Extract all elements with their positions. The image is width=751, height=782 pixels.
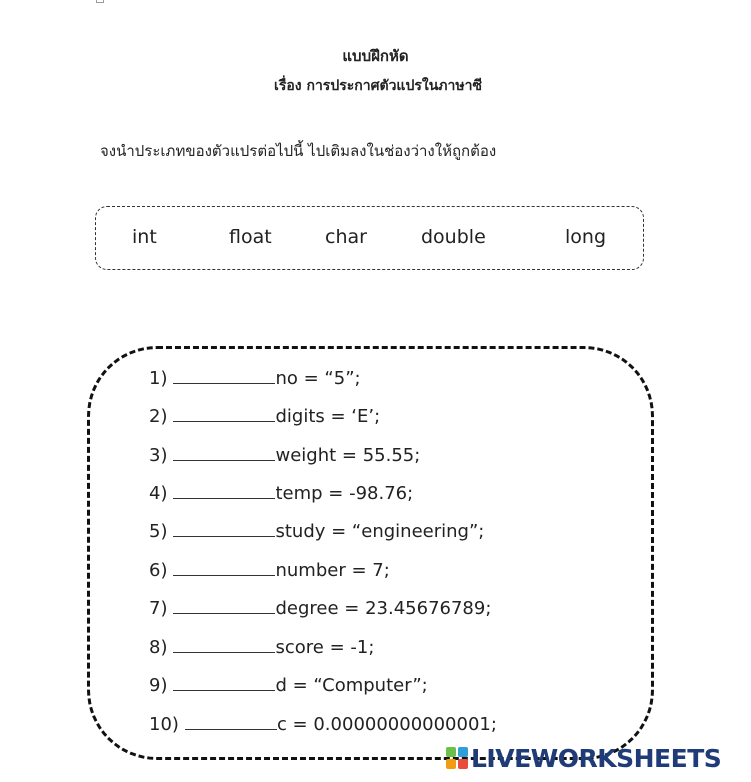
answer-blank-2[interactable]: [173, 403, 275, 422]
answer-blank-8[interactable]: [173, 634, 275, 653]
word-bank-item-int: int: [132, 226, 157, 248]
question-code: degree = 23.45676789;: [275, 598, 492, 619]
question-code: study = “engineering”;: [275, 521, 485, 542]
answer-blank-5[interactable]: [173, 518, 275, 537]
question-number: 3): [149, 445, 168, 466]
logo-square-red: [458, 759, 468, 769]
logo-text: LIVEWORKSHEETS: [471, 743, 722, 773]
question-7: [149, 595, 491, 619]
answer-blank-4[interactable]: [173, 480, 275, 499]
question-10: [149, 711, 497, 735]
liveworksheets-logo-icon: [446, 747, 468, 769]
instruction-text: จงนำประเภทของตัวแปรต่อไปนี้ ไปเติมลงในช่องว่างให้ถูกต้อง: [100, 142, 497, 160]
question-code: weight = 55.55;: [275, 445, 421, 466]
answer-blank-10[interactable]: [185, 711, 277, 730]
answer-blank-7[interactable]: [173, 595, 275, 614]
question-code: number = 7;: [275, 560, 390, 581]
worksheet-title: แบบฝึกหัด: [342, 47, 409, 65]
question-code: digits = ‘E’;: [275, 406, 381, 427]
question-code: c = 0.00000000000001;: [276, 714, 497, 735]
question-number: 9): [149, 675, 168, 696]
answer-blank-9[interactable]: [173, 672, 275, 691]
word-bank-item-long: long: [565, 226, 607, 248]
question-2: [149, 403, 380, 427]
word-bank-box: [95, 206, 644, 270]
logo-square-blue: [458, 747, 468, 757]
question-4: [149, 480, 413, 504]
answer-blank-6[interactable]: [173, 557, 275, 576]
question-number: 5): [149, 521, 168, 542]
question-6: [149, 557, 390, 581]
question-code: temp = -98.76;: [275, 483, 414, 504]
question-3: [149, 442, 420, 466]
answer-blank-1[interactable]: [173, 365, 275, 384]
question-9: [149, 672, 428, 696]
word-bank-item-float: float: [229, 226, 272, 248]
question-code: score = -1;: [275, 637, 375, 658]
logo-square-green: [446, 747, 456, 757]
question-number: 2): [149, 406, 168, 427]
page-corner-mark: [96, 0, 104, 3]
word-bank-item-double: double: [421, 226, 486, 248]
question-1: [149, 365, 361, 389]
answer-blank-3[interactable]: [173, 442, 275, 461]
question-number: 6): [149, 560, 168, 581]
question-number: 1): [149, 368, 168, 389]
question-number: 4): [149, 483, 168, 504]
question-5: [149, 518, 484, 542]
question-code: d = “Computer”;: [275, 675, 428, 696]
question-8: [149, 634, 374, 658]
question-number: 7): [149, 598, 168, 619]
word-bank-item-char: char: [325, 226, 367, 248]
question-code: no = “5”;: [275, 368, 361, 389]
question-number: 10): [149, 714, 179, 735]
logo-square-orange: [446, 759, 456, 769]
worksheet-subtitle: เรื่อง การประกาศตัวแปรในภาษาซี: [274, 78, 482, 94]
question-number: 8): [149, 637, 168, 658]
liveworksheets-logo[interactable]: [446, 743, 721, 773]
